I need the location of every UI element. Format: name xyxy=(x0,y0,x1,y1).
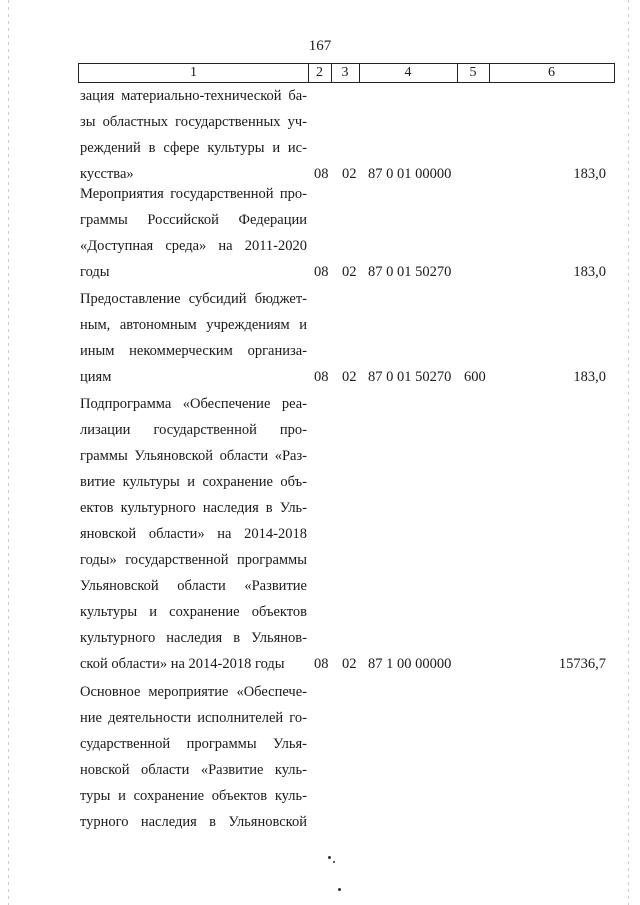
description-line: турного наследия в Ульяновской xyxy=(80,814,307,830)
description-line: новской области «Развитие куль- xyxy=(80,762,307,778)
description-line: Основное мероприятие «Обеспече- xyxy=(80,684,307,700)
description-line: витие культуры и сохранение объ- xyxy=(80,474,307,490)
cell-c3: 02 xyxy=(342,166,357,182)
cell-c2: 08 xyxy=(314,369,329,385)
description-line: ектов культурного наследия в Уль- xyxy=(80,500,307,516)
description-line: зация материально-технической ба- xyxy=(80,88,307,104)
cell-c2: 08 xyxy=(314,166,329,182)
scan-edge-left xyxy=(8,0,9,905)
description-line: кусства» xyxy=(80,166,134,182)
header-col-3: 3 xyxy=(341,65,349,80)
cell-c4: 87 0 01 00000 xyxy=(368,166,452,182)
cell-c5: 600 xyxy=(464,369,486,385)
scan-edge-right xyxy=(628,0,629,905)
description-line: граммы Российской Федерации xyxy=(80,212,307,228)
cell-c2: 08 xyxy=(314,656,329,672)
cell-c3: 02 xyxy=(342,369,357,385)
cell-c4: 87 1 00 00000 xyxy=(368,656,452,672)
description-line: годы» государственной программы xyxy=(80,552,307,568)
scan-speck xyxy=(328,856,331,859)
header-col-5: 5 xyxy=(469,65,477,80)
description-line: культуры и сохранение объектов xyxy=(80,604,307,620)
scan-speck xyxy=(333,861,335,863)
table-header-row xyxy=(78,63,615,83)
cell-c4: 87 0 01 50270 xyxy=(368,264,452,280)
header-col-6: 6 xyxy=(548,65,555,80)
description-line: туры и сохранение объектов куль- xyxy=(80,788,307,804)
cell-c3: 02 xyxy=(342,656,357,672)
cell-c2: 08 xyxy=(314,264,329,280)
description-line: лизации государственной про- xyxy=(80,422,307,438)
description-line: ской области» на 2014-2018 годы xyxy=(80,656,285,672)
description-line: иным некоммерческим организа- xyxy=(80,343,307,359)
cell-c4: 87 0 01 50270 xyxy=(368,369,452,385)
description-line: годы xyxy=(80,264,110,280)
cell-c6: 183,0 xyxy=(573,369,606,385)
description-line: культурного наследия в Ульянов- xyxy=(80,630,307,646)
description-line: Мероприятия государственной про- xyxy=(80,186,307,202)
header-col-4: 4 xyxy=(404,65,412,80)
description-line: яновской области» на 2014-2018 xyxy=(80,526,307,542)
description-line: сударственной программы Улья- xyxy=(80,736,307,752)
description-line: циям xyxy=(80,369,112,385)
description-line: граммы Ульяновской области «Раз- xyxy=(80,448,307,464)
description-line: «Доступная среда» на 2011-2020 xyxy=(80,238,307,254)
description-line: Предоставление субсидий бюджет- xyxy=(80,291,307,307)
description-line: зы областных государственных уч- xyxy=(80,114,307,130)
cell-c6: 183,0 xyxy=(573,264,606,280)
description-line: Ульяновской области «Развитие xyxy=(80,578,307,594)
description-line: Подпрограмма «Обеспечение реа- xyxy=(80,396,307,412)
description-line: ние деятельности исполнителей го- xyxy=(80,710,307,726)
description-line: ным, автономным учреждениям и xyxy=(80,317,307,333)
cell-c6: 15736,7 xyxy=(558,656,606,672)
header-col-1: 1 xyxy=(190,65,197,80)
description-line: реждений в сфере культуры и ис- xyxy=(80,140,307,156)
scan-speck xyxy=(338,888,341,891)
page-number: 167 xyxy=(308,38,332,54)
cell-c6: 183,0 xyxy=(573,166,606,182)
header-col-2: 2 xyxy=(316,65,323,80)
cell-c3: 02 xyxy=(342,264,357,280)
